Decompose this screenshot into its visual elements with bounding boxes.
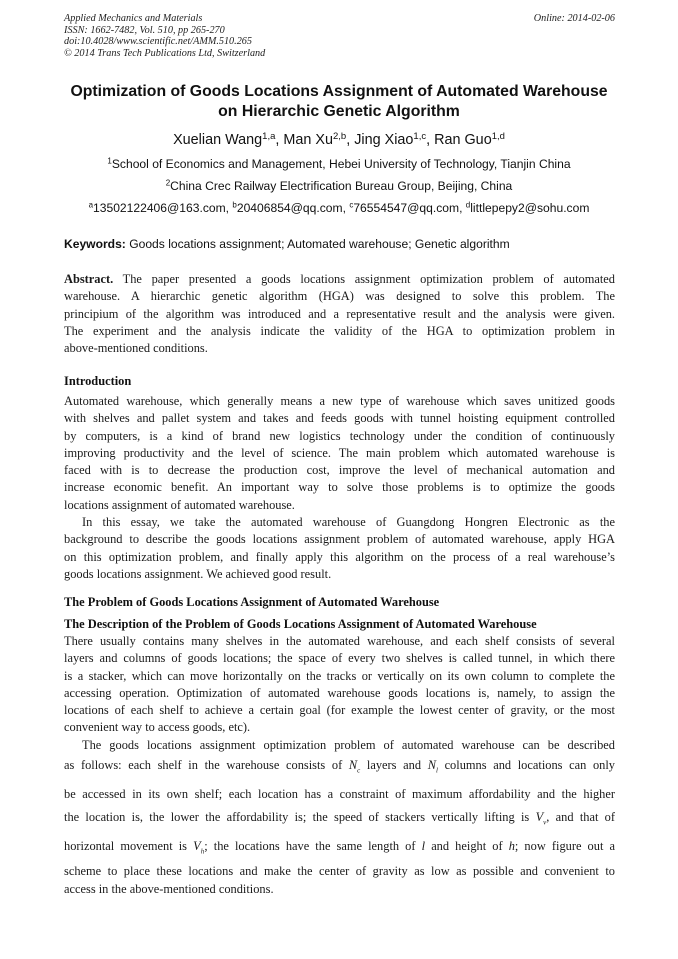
text-line: locations assignment of automated warehouse.: [64, 497, 295, 512]
text-fragment: columns and locations can only: [444, 758, 615, 772]
text-line: be accessed in its own shelf; each location has a constraint of maximum affordability and the higher: [64, 786, 615, 801]
author-list: Xuelian Wang$^{1,a}$, Man Xu$^{2,b}$, Jing Xiao$^{1,c}$, Ran Guo$^{1,d}$: [173, 130, 505, 148]
text-line: locations of each shelf to achieve a certain goal (for example the lowest center of gravity, or the most: [64, 703, 615, 718]
symbol-base: N: [348, 758, 358, 772]
author-name: Ran Guo: [434, 132, 492, 148]
author-sup: 1,d: [491, 130, 505, 142]
email-sup: c: [349, 200, 354, 210]
abstract-text: The paper presented a goods locations assignment optimization problem of automated: [113, 272, 615, 286]
header-line: doi:10.4028/www.scientific.net/AMM.510.265: [64, 36, 252, 48]
text-line: with shelves and pallet system and takes and feeds goods with tunnel hoisting equipment controlled: [64, 411, 615, 426]
abstract-line: warehouse. A hierarchic genetic algorithm (HGA) was designed to solve this problem. The: [64, 289, 615, 304]
online-date: Online: 2014-02-06: [533, 13, 615, 24]
text-line: scheme to place these locations and make the center of gravity as low as possible and convenient to: [64, 864, 615, 879]
symbol-base: V: [193, 838, 201, 853]
text-line: increase economic benefit. An important way to solve those problems is to optimize the goods: [64, 480, 615, 495]
text-line: Automated warehouse, which generally means a new type of warehouse which saves unitized goods: [64, 394, 615, 408]
author-sup: 1,c: [413, 130, 427, 142]
section-heading-introduction: Introduction: [64, 374, 132, 388]
text-fragment: ; now figure out a: [514, 838, 615, 853]
text-line: by computers, is a kind of brand new logistics technology under the condition of continuously: [64, 428, 615, 443]
email-link[interactable]: 13502122406@163.com: [93, 201, 226, 215]
symbol-sub: l: [435, 766, 438, 775]
affiliation-sup: 2: [165, 178, 171, 188]
text-line: access in the above-mentioned conditions.: [64, 881, 274, 896]
header-line: ISSN: 1662-7482, Vol. 510, pp 265-270: [64, 24, 225, 36]
symbol-h: h: [508, 838, 515, 853]
email-list: $^a$13502122406@163.com, $^b$20406854@qq.com, $^c$76554547@qq.com, $^d$littlepepy2@sohu.com: [88, 200, 590, 215]
title-line: on Hierarchic Genetic Algorithm: [218, 102, 460, 120]
text-line: improving productivity and the level of science. The main problem which automated warehouse is: [64, 445, 615, 460]
text-line: [64, 806, 615, 835]
symbol-base: V: [535, 809, 544, 824]
section2-paragraph-2: [64, 737, 615, 898]
email-sup: d: [465, 200, 471, 210]
text-line: In this essay, we take the automated warehouse of Guangdong Hongren Electronic as the: [82, 515, 615, 530]
affiliation-2: [0, 179, 678, 193]
text-fragment: , and that of: [546, 809, 616, 824]
text-line: faced with is to decrease the production cost, improve the level of mechanical automation and: [64, 463, 615, 478]
header-line: © 2014 Trans Tech Publications Ltd, Switzerland: [64, 47, 266, 59]
abstract-line: The experiment and the analysis indicate the validity of the HGA to optimization problem in: [64, 323, 615, 338]
introduction-paragraph-1: [64, 393, 615, 583]
email-link[interactable]: littlepepy2@sohu.com: [470, 201, 590, 215]
abstract-line: above-mentioned conditions.: [64, 341, 208, 356]
text-line: layers and columns of goods locations; the space of every two shelves is called tunnel, in which there: [64, 651, 615, 666]
affiliation-sup: 1: [107, 156, 112, 166]
symbol-Vv: [535, 809, 547, 827]
text-fragment: layers and: [366, 758, 422, 772]
author-sup: 2,b: [332, 130, 347, 142]
section2-paragraph-1: [64, 633, 615, 737]
keywords-text: Goods locations assignment; Automated warehouse; Genetic algorithm: [129, 237, 510, 251]
text-line: goods locations assignment. We achieved good result.: [64, 566, 332, 581]
affiliation-text: China Crec Railway Electrification Bureau Group, Beijing, China: [170, 179, 513, 193]
symbol-sub: h: [200, 847, 205, 856]
section-heading-problem: The Problem of Goods Locations Assignment of Automated Warehouse: [64, 595, 440, 609]
author-name: Man Xu: [283, 132, 333, 148]
email-link[interactable]: 76554547@qq.com: [353, 201, 460, 215]
abstract-label: Abstract.: [64, 272, 114, 286]
email-sup: b: [232, 200, 237, 210]
text-line: on this optimization problem, and finally apply this algorithm on the process of a real warehouse’s: [64, 549, 615, 564]
text-line: [64, 835, 615, 864]
abstract: [64, 271, 615, 357]
text-line: convenient way to access goods, etc).: [64, 720, 251, 735]
symbol-Nl: [427, 758, 438, 775]
text-fragment: ; the locations have the same length of: [204, 838, 416, 853]
affiliation-1: [0, 157, 678, 171]
author-sup: 1,a: [262, 130, 276, 142]
text-fragment: as follows: each shelf in the warehouse consists of: [64, 758, 343, 772]
text-fragment: horizontal movement is: [64, 838, 188, 853]
text-line: background to describe the goods locations assignment problem of automated warehouse, apply HGA: [64, 532, 615, 547]
symbol-base: N: [427, 758, 436, 772]
email-sup: a: [88, 200, 94, 210]
email-link[interactable]: 20406854@qq.com: [236, 201, 343, 215]
symbol-sub: v: [543, 818, 547, 827]
symbol-Nc: [348, 758, 361, 775]
text-line: is a stacker, which can move horizontally on the tracks or vertically on its own column to complete the: [64, 668, 615, 683]
text-line: The goods locations assignment optimization problem of automated warehouse can be described: [82, 738, 615, 752]
text-line: There usually contains many shelves in the automated warehouse, and each shelf consists of several: [64, 634, 615, 648]
text-fragment: the location is, the lower the affordability is; the speed of stackers vertically lifting is: [64, 809, 530, 824]
symbol-l: l: [421, 838, 426, 853]
symbol-sub: c: [357, 766, 361, 775]
journal-header: [64, 13, 265, 59]
symbol-Vh: [193, 838, 205, 856]
text-line: [64, 754, 615, 783]
abstract-line: [64, 271, 615, 288]
author-name: Jing Xiao: [354, 132, 414, 148]
paper-title: [60, 82, 618, 121]
text-line: accessing operation. Optimization of automated warehouse goods locations is, namely, to assign the: [64, 685, 615, 700]
keywords: [64, 237, 510, 251]
affiliation-text: School of Economics and Management, Hebei University of Technology, Tianjin China: [111, 157, 571, 171]
author-name: Xuelian Wang: [173, 132, 263, 148]
title-line: Optimization of Goods Locations Assignment of Automated Warehouse: [70, 83, 608, 100]
header-line: Applied Mechanics and Materials: [64, 13, 203, 24]
abstract-line: principium of the algorithm was introduced and a representative result and the analysis were given.: [64, 306, 615, 321]
subsection-heading-description: The Description of the Problem of Goods Locations Assignment of Automated Warehouse: [64, 617, 537, 631]
text-fragment: and height of: [431, 838, 503, 853]
keywords-label: Keywords:: [64, 237, 126, 251]
